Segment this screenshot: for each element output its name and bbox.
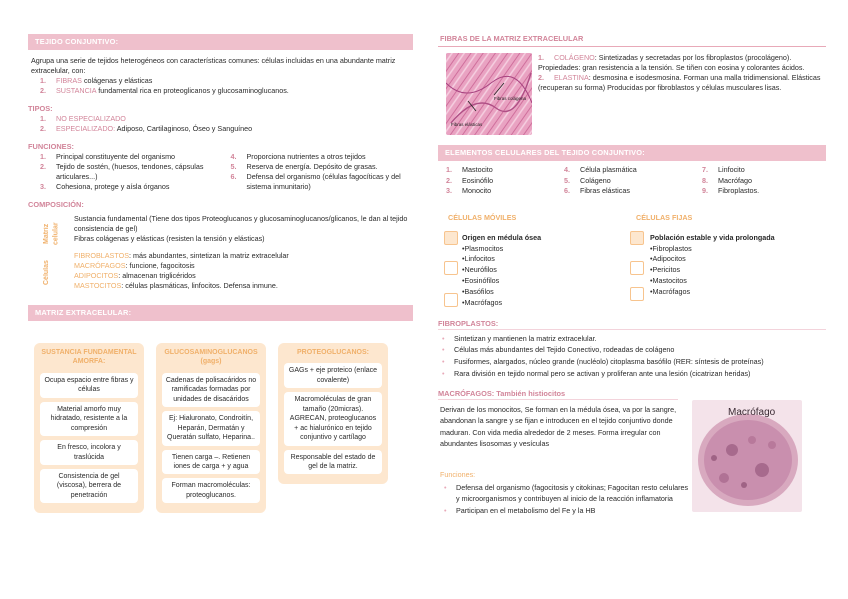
- fijas-item: •Fibroplastos: [650, 243, 692, 253]
- funcion-item: 4. Proporciona nutrientes a otros tejidos: [230, 152, 366, 162]
- tipos-item-2: 2. ESPECIALIZADO: Adiposo, Cartilaginoso, Óseo y Sanguíneo: [40, 124, 253, 134]
- card-box: Material amorfo muy hidratado, resistente a la compresión: [40, 402, 138, 436]
- macrofagos-block: [438, 400, 826, 520]
- moviles-item: •Eosinófilos: [462, 275, 500, 285]
- fibroplastos-title: FIBROPLASTOS:: [438, 319, 826, 330]
- card-box: Ej: Hialuronato, Condroitín, Heparán, Dermatán y Queratán sulfato, Heparina..: [162, 411, 260, 445]
- tipos-title: TIPOS:: [28, 103, 53, 113]
- elemento-item: 3. Monocito: [446, 186, 492, 196]
- moviles-title: CÉLULAS MÓVILES: [448, 212, 517, 222]
- fibras-micrograph: [446, 53, 532, 135]
- elemento-item: 8. Macrófago: [702, 175, 752, 185]
- section-header-fibras: FIBRAS DE LA MATRIZ EXTRACELULAR: [438, 34, 826, 47]
- card-box: Consistencia de gel (viscosa), berrera de penetración: [40, 469, 138, 503]
- fijas-head: Población estable y vida prolongada: [650, 232, 775, 242]
- matriz-line: Fibras colágenas y elásticas (resisten la tensión y elásticas): [74, 234, 265, 244]
- card-box: Cadenas de polisacáridos no ramificadas formadas por unidades de disacáridos: [162, 373, 260, 407]
- composicion-title: COMPOSICIÓN:: [28, 200, 84, 210]
- celulas-moviles: [438, 213, 628, 311]
- composicion-celulas: [28, 251, 413, 291]
- fibroplastos-item: • Rara división en tejido normal pero se activan y proliferan ante una lesión (cicatrizan heridas): [442, 368, 751, 378]
- moviles-square: [444, 261, 458, 275]
- fibroplastos-item: • Fusiformes, alargados, núcleo grande (nucléolo) citoplasma basófilo (RER: síntesis de proteínas): [442, 357, 764, 366]
- moviles-item: •Basófilos: [462, 286, 494, 296]
- tejido-item-2: 2. SUSTANCIA fundamental rica en proteoglicanos y glucosaminoglucanos.: [40, 86, 289, 96]
- macrofagos-funciones: [440, 482, 692, 515]
- fijas-list: [650, 233, 775, 298]
- fijas-item: •Mastocitos: [650, 275, 687, 285]
- moviles-item: •Neurófilos: [462, 265, 497, 275]
- elemento-item: 9. Fibroplastos.: [702, 186, 760, 196]
- tejido-intro: Agrupa una serie de tejidos heterogéneos con características comunes: células incluidas en una abundante matriz extracelular, con:: [31, 56, 396, 76]
- macrofago-img-label: Macrófago: [728, 407, 776, 419]
- left-column: [28, 34, 413, 513]
- fijas-title: CÉLULAS FIJAS: [636, 212, 693, 222]
- macrofagos-title: MACRÓFAGOS: También histiocitos: [438, 389, 678, 400]
- section-header-tejido: TEJIDO CONJUNTIVO:: [28, 34, 413, 50]
- elemento-item: 2. Eosinófilo: [446, 175, 494, 185]
- fibras-item: 2. ELASTINA: desmosina e isodesmosina. Forman una malla tridimensional. Elásticas (recuperan su forma) Producidas por fibroblastos y células musculares lisas.: [538, 73, 821, 93]
- fijas-item: •Adipocitos: [650, 254, 686, 264]
- section-header-matriz: MATRIZ EXTRACELULAR:: [28, 305, 413, 321]
- matriz-cards: [28, 343, 413, 513]
- elemento-item: 5. Colágeno: [564, 175, 611, 185]
- funcion-item: 2. Tejido de sostén, (huesos, tendones, cápsulas articulares...): [40, 162, 204, 182]
- moviles-item: •Macrófagos: [462, 297, 503, 307]
- celulas-fijas: [628, 213, 818, 311]
- moviles-square: [444, 293, 458, 307]
- moviles-item: •Linfocitos: [462, 254, 495, 264]
- macrofagos-text: Derivan de los monocitos, Se forman en la médula ósea, va por la sangre, abandonan la sangre y se fijan e introducen en el tejido conjuntivo donde maduran. Con vida media alrededor de 2 meses. Forma irregular con abundantes lisosomas y vesículas: [440, 405, 677, 448]
- fibroplastos-item: • Sintetizan y mantienen la matriz extracelular.: [442, 333, 597, 343]
- celulas-types: [438, 213, 826, 311]
- celula-item: MACRÓFAGOS: funcione, fagocitosis: [74, 261, 195, 270]
- card-box: GAGs + eje proteico (enlace covalente): [284, 363, 382, 388]
- card-gags: [156, 343, 266, 513]
- section-header-elementos: ELEMENTOS CELULARES DEL TEJIDO CONJUNTIVO:: [438, 145, 826, 161]
- elemento-item: 7. Linfocito: [702, 165, 745, 175]
- funciones-list: [28, 152, 413, 192]
- card-box: Responsable del estado de gel de la matriz.: [284, 450, 382, 475]
- funcion-item: 5. Reserva de energía. Depósito de grasas.: [230, 162, 378, 172]
- fibras-img-label: Fibras elásticas: [451, 122, 483, 128]
- macrofago-micrograph: [692, 400, 802, 512]
- composicion-matriz: [28, 214, 413, 244]
- label-matriz: Matriz celular: [43, 222, 60, 246]
- celula-item: MASTOCITOS: células plasmáticas, linfocitos. Defensa inmune.: [74, 280, 278, 290]
- fijas-item: •Macrófagos: [650, 286, 691, 296]
- fijas-square: [630, 261, 644, 275]
- fibras-item: 1. COLÁGENO: Sintetizadas y secretadas por los fibroplastos (procolágeno). Propiedades: gran resistencia a la tensión. Se tiñen con eosina y colorantes ácidos.: [538, 53, 805, 73]
- funcion-item: 6. Defensa del organismo (células fagocíticas y del sistema inmunitario): [230, 172, 401, 192]
- funciones-title: FUNCIONES:: [28, 142, 74, 152]
- moviles-list: [462, 233, 541, 309]
- label-celulas: Células: [43, 260, 50, 286]
- elemento-item: 1. Mastocito: [446, 165, 493, 175]
- macrofagos-funcion-item: • Participan en el metabolismo del Fe y la HB: [444, 505, 596, 515]
- fibras-list: [538, 53, 824, 93]
- card-title: PROTEOGLUCANOS:: [297, 349, 369, 357]
- right-column: [438, 34, 826, 520]
- moviles-item: •Plasmocitos: [462, 243, 504, 253]
- moviles-head: Origen en médula ósea: [462, 232, 542, 242]
- funcion-item: 1. Principal constituyente del organismo: [40, 152, 176, 162]
- fibras-img-label: Fibras colágena: [494, 96, 527, 102]
- fibroplastos-item: • Células más abundantes del Tejido Conectivo, rodeadas de colágeno: [442, 345, 675, 355]
- card-sustancia: [34, 343, 144, 513]
- fibras-block: [438, 53, 826, 139]
- card-box: Macromoléculas de gran tamaño (20micras). AGRECAN, proteoglucanos + ac hialurónico en tejido conjuntivo y cartílago: [284, 392, 382, 445]
- fibroplastos-list: [438, 333, 826, 379]
- tipos-item-1: 1. NO ESPECIALIZADO: [40, 114, 126, 124]
- matriz-line: Sustancia fundamental (Tiene dos tipos Proteoglucanos y glucosaminoglucanos/glicanos, le dan al tejido consistencia de gel): [74, 214, 408, 234]
- card-proteoglucanos: [278, 343, 388, 484]
- fijas-square: [630, 287, 644, 301]
- macrofagos-funciones-title: Funciones:: [440, 470, 476, 480]
- celula-item: ADIPOCITOS: almacenan triglicéridos: [74, 270, 196, 280]
- card-title: GLUCOSAMINOGLUCANOS (gags): [164, 349, 258, 366]
- moviles-square: [444, 231, 458, 245]
- elemento-item: 6. Fibras elásticas: [564, 186, 630, 196]
- card-box: Forman macromoléculas: proteoglucanos.: [162, 478, 260, 503]
- macrofagos-funcion-item: • Defensa del organismo (fagocitosis y citokinas; Fagocitan resto celulares y microorganismos y contribuyen al inicio de la reacción inflamatoria: [444, 483, 689, 504]
- card-box: Ocupa espacio entre fibras y células: [40, 373, 138, 398]
- fijas-square: [630, 231, 644, 245]
- elemento-item: 4. Célula plasmática: [564, 165, 637, 175]
- celula-item: FIBROBLASTOS: más abundantes, sintetizan la matriz extracelular: [74, 251, 289, 261]
- card-title: SUSTANCIA FUNDAMENTAL AMORFA:: [41, 349, 137, 366]
- tejido-item-1: 1. FIBRAS colágenas y elásticas: [40, 76, 153, 86]
- elementos-grid: [438, 165, 826, 196]
- funcion-item: 3. Cohesiona, protege y aísla órganos: [40, 182, 170, 192]
- card-box: Tienen carga –. Retienen iones de carga + y agua: [162, 450, 260, 475]
- fijas-item: •Pericitos: [650, 265, 681, 275]
- card-box: En fresco, incolora y traslúcida: [40, 440, 138, 465]
